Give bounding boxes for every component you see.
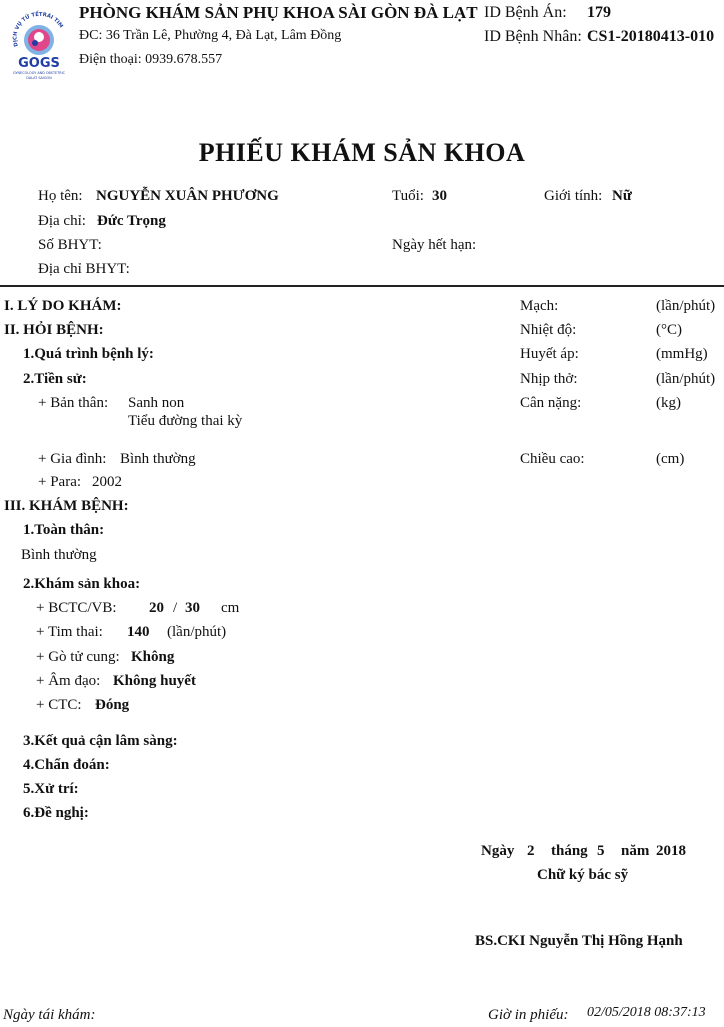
- record-id-value: 179: [587, 4, 611, 21]
- record-id-label: ID Bệnh Án:: [484, 4, 567, 21]
- vital-resp-unit: (lần/phút): [656, 371, 716, 387]
- contraction-label: + Gò tử cung:: [36, 649, 120, 665]
- vagina-label: + Âm đạo:: [36, 673, 101, 689]
- bctc-label: + BCTC/VB:: [36, 600, 117, 616]
- bctc-unit: cm: [221, 600, 240, 616]
- logo-subtext-2: DALAT SAIGON: [26, 76, 52, 80]
- self-history-label: + Bản thân:: [38, 395, 109, 411]
- print-time-value: 02/05/2018 08:37:13: [587, 1005, 706, 1020]
- lab-results: 3.Kết quả cận lâm sàng:: [23, 733, 178, 749]
- sign-day: 2: [527, 843, 535, 859]
- para-label: + Para:: [38, 474, 82, 490]
- sign-year: 2018: [656, 843, 686, 859]
- ctc-label: + CTC:: [36, 697, 82, 713]
- doctor-name: BS.CKI Nguyễn Thị Hồng Hạnh: [475, 933, 683, 949]
- logo-word: GOGS: [18, 56, 60, 71]
- revisit-date-label: Ngày tái khám:: [3, 1007, 96, 1023]
- self-history-line1: Sanh non: [128, 395, 185, 411]
- vital-weight-label: Cân nặng:: [520, 395, 582, 411]
- sign-month: 5: [597, 843, 605, 859]
- para-value: 2002: [92, 474, 122, 490]
- contraction-value: Không: [131, 649, 175, 665]
- vital-pulse-label: Mạch:: [520, 298, 559, 314]
- ctc-value: Đóng: [95, 697, 130, 713]
- vital-temp-unit: (°C): [656, 322, 682, 338]
- insurance-label: Số BHYT:: [38, 237, 102, 253]
- bctc-slash: /: [173, 600, 178, 616]
- clinic-name: PHÒNG KHÁM SẢN PHỤ KHOA SÀI GÒN ĐÀ LẠT: [79, 3, 478, 22]
- vital-weight-unit: (kg): [656, 395, 681, 411]
- patient-gender: Nữ: [612, 188, 632, 204]
- logo-arc-text-right: TRÁI TIM: [38, 11, 64, 30]
- sign-month-label: tháng: [551, 843, 588, 859]
- insurance-address-label: Địa chỉ BHYT:: [38, 261, 130, 277]
- fhr-unit: (lần/phút): [167, 624, 227, 640]
- patient-id-label: ID Bệnh Nhân:: [484, 28, 582, 45]
- history-process: 1.Quá trình bệnh lý:: [23, 346, 154, 362]
- logo-subtext-1: GYNECOLOGY AND OBSTETRIC: [13, 71, 65, 75]
- patient-name: NGUYỄN XUÂN PHƯƠNG: [96, 188, 279, 204]
- treatment: 5.Xử trí:: [23, 781, 79, 797]
- bctc-value: 20: [149, 600, 164, 616]
- section-reason: I. LÝ DO KHÁM:: [4, 298, 122, 314]
- obstetric-exam: 2.Khám sản khoa:: [23, 576, 141, 592]
- patient-age: 30: [432, 188, 447, 204]
- fhr-label: + Tim thai:: [36, 624, 103, 640]
- self-history-line2: Tiểu đường thai kỳ: [128, 413, 243, 429]
- section-history: II. HỎI BỆNH:: [4, 322, 104, 338]
- general-exam-value: Bình thường: [21, 547, 97, 563]
- logo-arc-text: DỊCH VỤ TỬ TẾ: [12, 11, 40, 48]
- history-past: 2.Tiền sử:: [23, 371, 87, 387]
- patient-id-value: CS1-20180413-010: [587, 28, 715, 45]
- vagina-value: Không huyết: [113, 673, 196, 689]
- vital-resp-label: Nhịp thở:: [520, 371, 578, 387]
- family-history-label: + Gia đình:: [38, 451, 107, 467]
- vital-bp-unit: (mmHg): [656, 346, 708, 362]
- patient-address: Đức Trọng: [97, 213, 166, 229]
- vital-bp-label: Huyết áp:: [520, 346, 579, 362]
- section-exam: III. KHÁM BỆNH:: [4, 498, 129, 514]
- general-exam: 1.Toàn thân:: [23, 522, 105, 538]
- family-history-value: Bình thường: [120, 451, 196, 467]
- vital-height-unit: (cm): [656, 451, 685, 467]
- sign-year-label: năm: [621, 843, 650, 859]
- print-time-label: Giờ in phiếu:: [488, 1007, 569, 1023]
- diagnosis: 4.Chẩn đoán:: [23, 757, 110, 773]
- gender-label: Giới tính:: [544, 188, 603, 204]
- fhr-value: 140: [127, 624, 150, 640]
- vital-pulse-unit: (lần/phút): [656, 298, 716, 314]
- vital-height-label: Chiều cao:: [520, 451, 585, 467]
- address-label: Địa chỉ:: [38, 213, 86, 229]
- clinic-phone: Điện thoại: 0939.678.557: [79, 52, 223, 67]
- age-label: Tuổi:: [392, 188, 424, 204]
- divider: [0, 285, 724, 287]
- recommendation: 6.Đề nghị:: [23, 805, 89, 821]
- clinic-logo: [8, 4, 70, 82]
- signature-caption: Chữ ký bác sỹ: [537, 867, 629, 883]
- clinic-address: ĐC: 36 Trần Lê, Phường 4, Đà Lạt, Lâm Đồng: [79, 28, 342, 43]
- vital-temp-label: Nhiệt độ:: [520, 322, 577, 338]
- name-label: Họ tên:: [38, 188, 83, 204]
- sign-day-label: Ngày: [481, 843, 515, 859]
- form-title: PHIẾU KHÁM SẢN KHOA: [198, 138, 526, 167]
- expiry-label: Ngày hết hạn:: [392, 237, 477, 253]
- vb-value: 30: [185, 600, 200, 616]
